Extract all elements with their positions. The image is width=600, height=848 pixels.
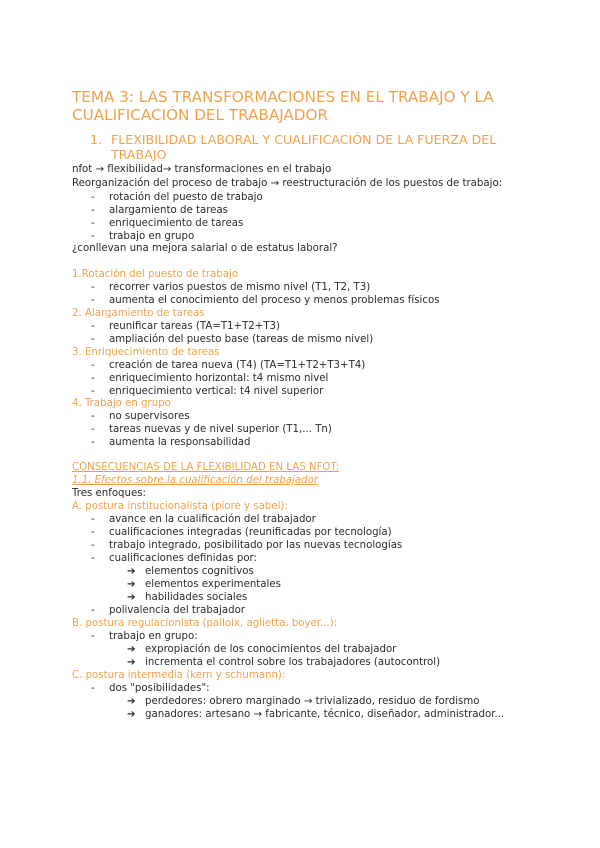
- list-dash: -: [91, 334, 95, 345]
- page-title: TEMA 3: LAS TRANSFORMACIONES EN EL TRABAJO Y LA CUALIFICACIÓN DEL TRABAJADOR: [72, 88, 494, 124]
- arrow-bullet: ➔: [127, 696, 136, 707]
- list-item: alargamiento de tareas: [109, 205, 228, 216]
- arrow-bullet: ➔: [127, 566, 136, 577]
- list-dash: -: [91, 295, 95, 306]
- sublist-item: elementos experimentales: [145, 579, 281, 590]
- sublist-item: habilidades sociales: [145, 592, 248, 603]
- list-item: cualificaciones integradas (reunificadas por tecnología): [109, 527, 392, 538]
- list-dash: -: [91, 514, 95, 525]
- postura-c-heading: C. postura intermedia (kern y schumann):: [72, 670, 286, 681]
- list-item: aumenta el conocimiento del proceso y menos problemas físicos: [109, 295, 440, 306]
- intro-line-2: Reorganización del proceso de trabajo → reestructuración de los puestos de trabajo:: [72, 178, 503, 189]
- list-dash: -: [91, 437, 95, 448]
- arrow-bullet: ➔: [127, 579, 136, 590]
- section-number: 1.: [90, 132, 103, 147]
- intro-line-1: nfot → flexibilidad→ transformaciones en el trabajo: [72, 164, 332, 175]
- list-dash: -: [91, 540, 95, 551]
- subheading-grupo: 4. Trabajo en grupo: [72, 398, 171, 409]
- list-dash: -: [91, 205, 95, 216]
- list-dash: -: [91, 321, 95, 332]
- list-item: trabajo en grupo: [109, 231, 195, 242]
- subheading-alargamiento: 2. Alargamiento de tareas: [72, 308, 205, 319]
- arrow-bullet: ➔: [127, 592, 136, 603]
- enfoques-label: Tres enfoques:: [72, 488, 146, 499]
- list-dash: -: [91, 360, 95, 371]
- list-item: no supervisores: [109, 411, 190, 422]
- list-item: aumenta la responsabilidad: [109, 437, 251, 448]
- section-heading-text: FLEXIBILIDAD LABORAL Y CUALIFICACIÓN DE LA FUERZA DEL TRABAJO: [111, 132, 497, 162]
- list-dash: -: [91, 411, 95, 422]
- list-dash: -: [91, 553, 95, 564]
- list-item: trabajo integrado, posibilitado por las nuevas tecnologías: [109, 540, 403, 551]
- sublist-item: incrementa el control sobre los trabajadores (autocontrol): [145, 657, 441, 668]
- list-item: rotación del puesto de trabajo: [109, 192, 263, 203]
- consecuencias-heading: CONSECUENCIAS DE LA FLEXIBILIDAD EN LAS NFOT:: [72, 462, 339, 473]
- list-dash: -: [91, 231, 95, 242]
- arrow-bullet: ➔: [127, 644, 136, 655]
- list-dash: -: [91, 527, 95, 538]
- sublist-item: ganadores: artesano → fabricante, técnico, diseñador, administrador...: [145, 709, 505, 720]
- list-item: dos "posibilidades":: [109, 683, 210, 694]
- arrow-bullet: ➔: [127, 657, 136, 668]
- list-dash: -: [91, 631, 95, 642]
- list-item: enriquecimiento de tareas: [109, 218, 244, 229]
- list-item: ampliación del puesto base (tareas de mismo nivel): [109, 334, 374, 345]
- list-dash: -: [91, 192, 95, 203]
- list-dash: -: [91, 683, 95, 694]
- subheading-enriquecimiento: 3. Enriquecimiento de tareas: [72, 347, 220, 358]
- list-dash: -: [91, 424, 95, 435]
- list-dash: -: [91, 218, 95, 229]
- arrow-bullet: ➔: [127, 709, 136, 720]
- postura-b-heading: B. postura regulacionista (palloix, aglietta, boyer...):: [72, 618, 338, 629]
- list-item: avance en la cualificación del trabajador: [109, 514, 316, 525]
- list-item: tareas nuevas y de nivel superior (T1,... Tn): [109, 424, 332, 435]
- list-dash: -: [91, 605, 95, 616]
- list-dash: -: [91, 386, 95, 397]
- list-dash: -: [91, 373, 95, 384]
- list-item: polivalencia del trabajador: [109, 605, 245, 616]
- list-item: enriquecimiento vertical: t4 nivel superior: [109, 386, 324, 397]
- sublist-item: elementos cognitivos: [145, 566, 254, 577]
- list-item: enriquecimiento horizontal: t4 mismo nivel: [109, 373, 329, 384]
- section-heading: [90, 132, 510, 162]
- list-item: reunificar tareas (TA=T1+T2+T3): [109, 321, 280, 332]
- subheading-rotacion: 1.Rotación del puesto de trabajo: [72, 269, 239, 280]
- list-item: creación de tarea nueva (T4) (TA=T1+T2+T3+T4): [109, 360, 366, 371]
- list-item: cualificaciones definidas por:: [109, 553, 257, 564]
- list-dash: -: [91, 282, 95, 293]
- list-item: recorrer varios puestos de mismo nivel (T1, T2, T3): [109, 282, 371, 293]
- postura-a-heading: A. postura institucionalista (piore y sabel):: [72, 501, 288, 512]
- sublist-item: perdedores: obrero marginado → trivializado, residuo de fordismo: [145, 696, 480, 707]
- intro-question: ¿conllevan una mejora salarial o de estatus laboral?: [72, 243, 338, 254]
- list-item: trabajo en grupo:: [109, 631, 198, 642]
- consecuencias-subheading: 1.1. Efectos sobre la cualificación del trabajador: [72, 475, 319, 486]
- sublist-item: expropiación de los conocimientos del trabajador: [145, 644, 397, 655]
